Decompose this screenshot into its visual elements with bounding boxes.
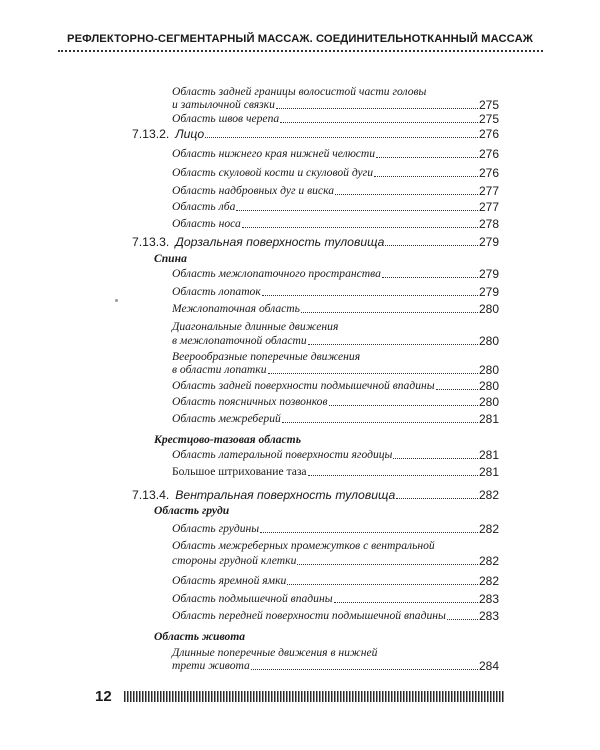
toc-entry-title: Область лба [172, 200, 236, 213]
leader-dots [282, 422, 478, 423]
leader-dots [376, 157, 478, 158]
toc-entry[interactable] [172, 464, 499, 480]
leader-dots [251, 669, 478, 670]
toc-entry-page: 282 [478, 522, 499, 536]
section-title: Лицо [175, 127, 205, 141]
toc-entry[interactable] [172, 111, 499, 127]
leader-dots [297, 564, 478, 565]
toc-entry-title: в межлопаточной области [172, 334, 307, 347]
toc-entry[interactable] [172, 165, 499, 181]
leader-dots [308, 344, 478, 345]
toc-entry[interactable] [172, 394, 499, 410]
section-number: 7.13.2. [132, 127, 170, 141]
leader-dots [280, 122, 478, 123]
leader-dots [301, 312, 478, 313]
toc-entry[interactable] [172, 573, 499, 589]
toc-entry-page: 280 [478, 302, 499, 316]
toc-subheading: Область живота [154, 630, 246, 643]
toc-entry-title: Область задней поверхности подмышечной впадины [172, 379, 435, 392]
leader-dots [335, 194, 478, 195]
leader-dots [276, 108, 478, 109]
toc-entry[interactable] [172, 362, 499, 378]
leader-dots [329, 405, 478, 406]
toc-entry-line: Длинные поперечные движения в нижней [172, 646, 378, 659]
toc-entry-page: 280 [478, 379, 499, 393]
toc-entry[interactable] [172, 658, 499, 674]
toc-entry-title: Область межреберий [172, 412, 281, 425]
toc-entry-title: Межлопаточная область [172, 302, 300, 315]
leader-dots [447, 619, 478, 620]
toc-entry-page: 283 [478, 609, 499, 623]
toc-entry-page: 280 [478, 395, 499, 409]
leader-dots [334, 602, 478, 603]
toc-entry-page: 275 [478, 98, 499, 112]
toc-entry-page: 278 [478, 217, 499, 231]
toc-entry-line: Веерообразные поперечные движения [172, 350, 361, 363]
toc-entry-page: 281 [478, 448, 499, 462]
toc-entry-page: 281 [478, 412, 499, 426]
toc-entry[interactable] [172, 553, 499, 569]
toc-entry-title: Область лопаток [172, 285, 261, 298]
toc-subheading: Крестцово-тазовая область [154, 433, 301, 446]
toc-entry[interactable] [172, 284, 499, 300]
toc-entry-page: 284 [478, 659, 499, 673]
toc-entry-page: 277 [478, 200, 499, 214]
section-title: Дорзальная поверхность туловища [175, 235, 385, 249]
toc-entry[interactable] [172, 216, 499, 232]
toc-entry-title: Область латеральной поверхности ягодицы [172, 448, 393, 461]
toc-subheading: Спина [154, 252, 187, 265]
toc-entry-title: Большое штрихование таза [172, 465, 307, 478]
leader-dots [236, 210, 478, 211]
toc-entry[interactable] [172, 447, 499, 463]
toc-entry[interactable] [172, 378, 499, 394]
toc-entry[interactable] [172, 266, 499, 282]
page-number: 12 [95, 688, 112, 705]
toc-entry[interactable] [172, 411, 499, 427]
leader-dots [205, 137, 478, 138]
toc-entry-page: 276 [478, 127, 499, 141]
leader-dots [242, 227, 478, 228]
toc-entry[interactable] [172, 183, 499, 199]
toc-entry-title: Область швов черепа [172, 112, 280, 125]
leader-dots [436, 389, 478, 390]
toc-entry-title: и затылочной связки [172, 98, 275, 111]
toc-entry-title: Область яремной ямки [172, 574, 287, 587]
leader-dots [374, 176, 478, 177]
toc-entry[interactable] [172, 521, 499, 537]
leader-dots [268, 373, 478, 374]
toc-entry[interactable] [172, 608, 499, 624]
toc-entry-title: Область носа [172, 217, 241, 230]
section-number: 7.13.3. [132, 235, 170, 249]
leader-dots [393, 458, 478, 459]
toc-entry-page: 280 [478, 363, 499, 377]
toc-entry-title: Область грудины [172, 522, 260, 535]
toc-entry-title: Область передней поверхности подмышечной впадины [172, 609, 446, 622]
toc-subheading: Область груди [154, 504, 230, 517]
leader-dots [396, 498, 478, 499]
toc-section[interactable] [132, 487, 499, 503]
toc-entry-page: 282 [478, 488, 499, 502]
toc-entry[interactable] [172, 301, 499, 317]
toc-entry-title: Область подмышечной впадины [172, 592, 333, 605]
toc-entry-page: 282 [478, 554, 499, 568]
toc-entry-page: 283 [478, 592, 499, 606]
toc-entry-page: 279 [478, 235, 499, 249]
leader-dots [308, 475, 478, 476]
toc-entry-page: 279 [478, 285, 499, 299]
footer-bar [124, 691, 505, 702]
toc-entry-page: 280 [478, 334, 499, 348]
toc-entry-line: Область межреберных промежутков с вентральной [172, 539, 435, 552]
margin-mark [115, 299, 118, 302]
leader-dots [385, 245, 478, 246]
toc-entry-title: Область нижнего края нижней челюсти [172, 147, 376, 160]
toc-entry-page: 275 [478, 112, 499, 126]
toc-entry-page: 276 [478, 166, 499, 180]
toc-entry-page: 279 [478, 267, 499, 281]
running-header: РЕФЛЕКТОРНО-СЕГМЕНТАРНЫЙ МАССАЖ. СОЕДИНИТЕЛЬНОТКАННЫЙ МАССАЖ [67, 33, 533, 45]
toc-entry-title: Область межлопаточного пространства [172, 267, 381, 280]
section-number: 7.13.4. [132, 488, 170, 502]
toc-entry-title: Область надбровных дуг и виска [172, 184, 335, 197]
toc-entry-title: Область поясничных позвонков [172, 395, 328, 408]
toc-entry[interactable] [172, 146, 499, 162]
toc-entry-page: 281 [478, 465, 499, 479]
toc-entry[interactable] [172, 199, 499, 215]
toc-entry-title: стороны грудной клетки [172, 554, 297, 567]
toc-entry-page: 282 [478, 574, 499, 588]
toc-entry-page: 277 [478, 184, 499, 198]
leader-dots [260, 532, 478, 533]
toc-entry-page: 276 [478, 147, 499, 161]
toc-section[interactable] [132, 126, 499, 142]
toc-entry-title: в области лопатки [172, 363, 267, 376]
toc-entry-line: Область задней границы волосистой части головы [172, 85, 427, 98]
leader-dots [287, 584, 478, 585]
section-title: Вентральная поверхность туловища [175, 488, 396, 502]
toc-entry[interactable] [172, 591, 499, 607]
toc-entry-title: трети живота [172, 659, 250, 672]
toc-section[interactable] [132, 234, 499, 250]
toc-entry[interactable] [172, 333, 499, 349]
toc-entry-line: Диагональные длинные движения [172, 320, 339, 333]
toc-entry-title: Область скуловой кости и скуловой дуги [172, 166, 374, 179]
leader-dots [382, 277, 478, 278]
leader-dots [262, 295, 478, 296]
